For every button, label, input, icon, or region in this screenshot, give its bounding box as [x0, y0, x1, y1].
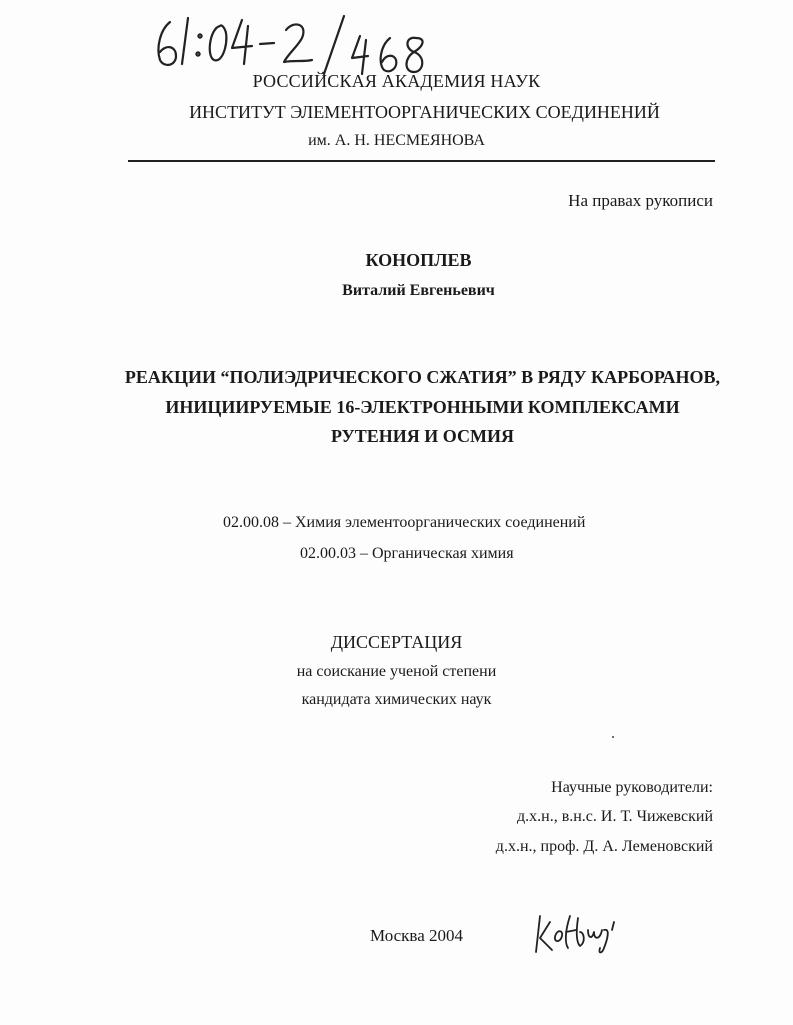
header-divider [128, 160, 715, 162]
supervisor-1: д.х.н., в.н.с. И. Т. Чижевский [516, 808, 713, 825]
dissertation-heading: ДИССЕРТАЦИЯ [330, 632, 463, 652]
title-line-3: РУТЕНИЯ И ОСМИЯ [331, 426, 514, 446]
organization-line-1: РОССИЙСКАЯ АКАДЕМИЯ НАУК [252, 71, 541, 91]
specialty-1: 02.00.08 – Химия элементоорганических соединений [223, 514, 586, 531]
degree-line-2: кандидата химических наук [301, 691, 492, 708]
author-name: Виталий Евгеньевич [342, 282, 495, 299]
supervisor-2: д.х.н., проф. Д. А. Леменовский [495, 838, 713, 855]
city-year: Москва 2004 [370, 926, 464, 945]
supervisors-heading: Научные руководители: [551, 779, 713, 796]
specialty-2: 02.00.03 – Органическая химия [300, 545, 514, 562]
author-surname: КОНОПЛЕВ [365, 250, 472, 270]
speck [612, 736, 614, 738]
handwritten-signature [530, 908, 620, 958]
handwritten-catalog-number [148, 8, 438, 80]
rights-note: На правах рукописи [568, 191, 713, 210]
degree-line-1: на соискание ученой степени [296, 663, 497, 680]
organization-line-2: ИНСТИТУТ ЭЛЕМЕНТООРГАНИЧЕСКИХ СОЕДИНЕНИЙ [189, 102, 660, 122]
title-line-1: РЕАКЦИИ “ПОЛИЭДРИЧЕСКОГО СЖАТИЯ” В РЯДУ КАРБОРАНОВ, [124, 367, 721, 387]
organization-line-3: им. А. Н. НЕСМЕЯНОВА [308, 132, 485, 149]
title-line-2: ИНИЦИИРУЕМЫЕ 16-ЭЛЕКТРОННЫМИ КОМПЛЕКСАМИ [165, 397, 680, 417]
